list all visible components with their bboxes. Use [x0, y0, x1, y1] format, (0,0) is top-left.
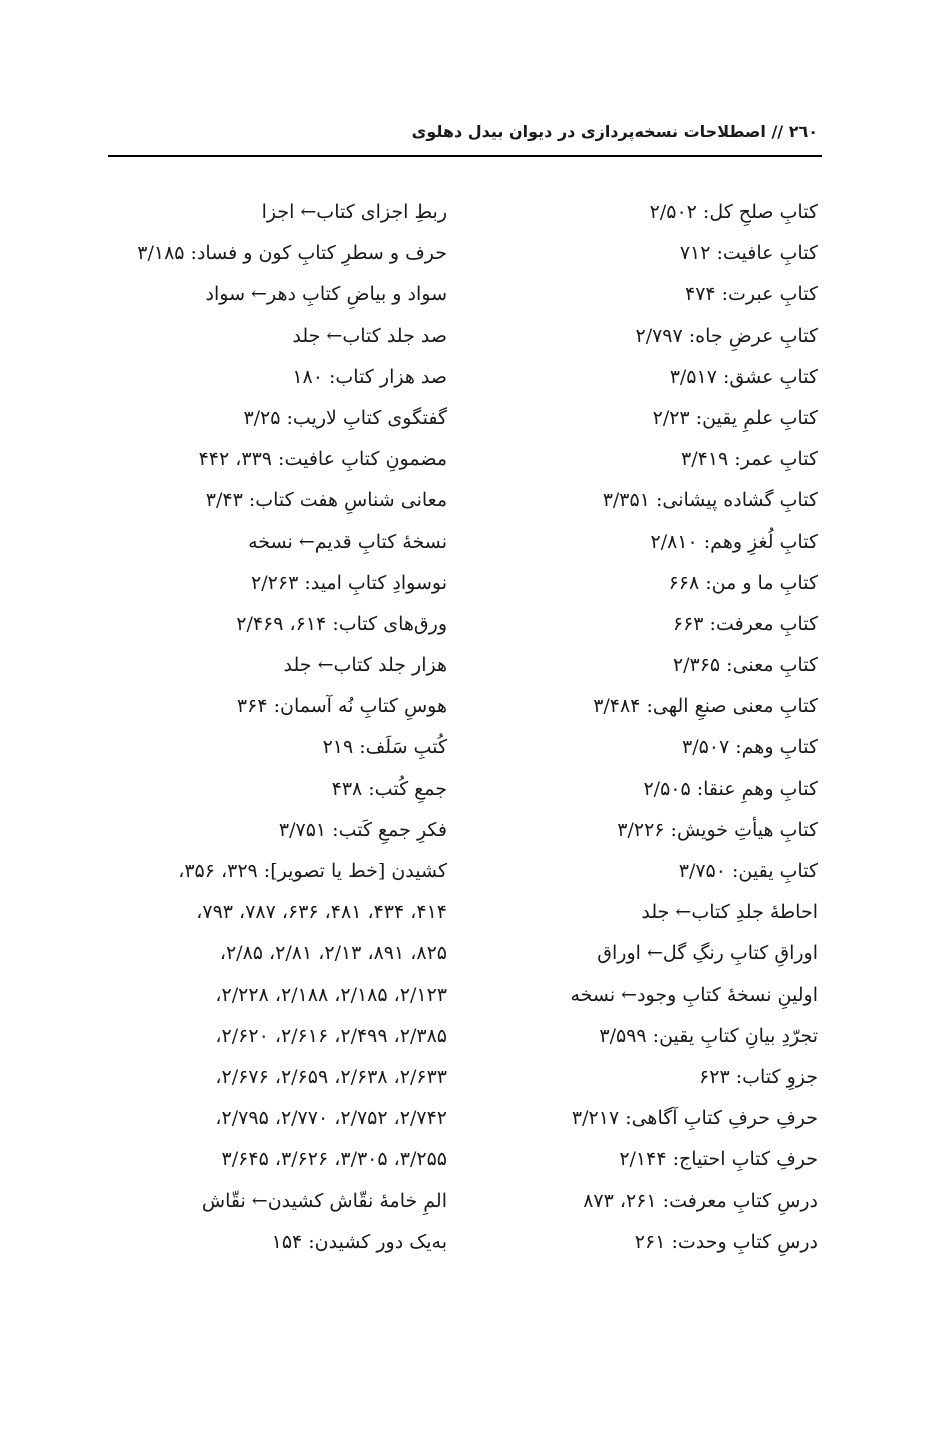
index-entry: کشیدن [خط یا تصویر]: ۳۲۹، ۳۵۶، [178, 860, 447, 882]
index-entry-continuation: ۸۲۵، ۸۹۱، ۲/۱۳، ۲/۸۱، ۲/۸۵، [219, 942, 447, 965]
index-entry-continuation: ۴۱۴، ۴۳۴، ۴۸۱، ۶۳۶، ۷۸۷، ۷۹۳، [196, 901, 447, 924]
index-entry: حرفِ حرفِ کتابِ آگاهی: ۳/۲۱۷ [571, 1107, 818, 1130]
index-entry: گفتگوی کتابِ لاریب: ۳/۲۵ [243, 406, 447, 429]
index-entry: المِ خامهٔ نقّاش کشیدن← نقّاش [201, 1189, 447, 1212]
index-entry-continuation: ۲/۷۴۲، ۲/۷۵۲، ۲/۷۷۰، ۲/۷۹۵، [215, 1107, 447, 1130]
index-entry: کتابِ معنی: ۲/۳۶۵ [672, 654, 818, 677]
index-entry: جزوِ کتاب: ۶۲۳ [699, 1065, 818, 1088]
index-entry: معانی شناسِ هفت کتاب: ۳/۴۳ [205, 489, 447, 512]
index-entry: کتابِ وهمِ عنقا: ۲/۵۰۵ [643, 777, 818, 800]
header-rule [108, 155, 822, 157]
index-entry: کتابِ عشق: ۳/۵۱۷ [669, 365, 818, 388]
index-entry: کُتبِ سَلَف: ۲۱۹ [322, 736, 447, 759]
index-entry: تجرّدِ بیانِ کتابِ یقین: ۳/۵۹۹ [599, 1024, 818, 1047]
index-entry: به‌یک دور کشیدن: ۱۵۴ [271, 1230, 447, 1253]
index-entry: ورق‌های کتاب: ۶۱۴، ۲/۴۶۹ [236, 612, 447, 635]
index-entry: کتابِ هیأتِ خویش: ۳/۲۲۶ [617, 818, 818, 841]
index-entry: فکرِ جمعِ کَتب: ۳/۷۵۱ [278, 818, 447, 841]
index-entry: مضمونِ کتابِ عافیت: ۳۳۹، ۴۴۲ [198, 448, 447, 471]
index-entry: کتابِ لُغزِ وهم: ۲/۸۱۰ [650, 530, 818, 553]
index-column-right [518, 192, 818, 1263]
index-entry: ربطِ اجزای کتاب← اجزا [261, 201, 447, 223]
index-entry: کتابِ عافیت: ۷۱۲ [679, 242, 818, 265]
index-entry: کتابِ عرضِ جاه: ۲/۷۹۷ [635, 324, 818, 347]
running-header: ٢٦٠ // اصطلاحات نسخه‌پردازی در دیوان بیدل دهلوی [411, 122, 818, 141]
index-entry: کتابِ گشاده پیشانی: ۳/۳۵۱ [602, 489, 818, 512]
index-entry: کتابِ عبرت: ۴۷۴ [684, 283, 818, 306]
index-entry: نوسوادِ کتابِ امید: ۲/۲۶۳ [251, 571, 447, 594]
index-entry: کتابِ عمر: ۳/۴۱۹ [681, 448, 818, 471]
index-entry: نسخهٔ کتابِ قدیم← نسخه [248, 530, 447, 553]
index-entry: جمعِ کُتب: ۴۳۸ [331, 777, 447, 800]
index-entry: کتابِ ما و من: ۶۶۸ [668, 571, 818, 594]
index-entry: صد هزار کتاب: ۱۸۰ [292, 365, 447, 388]
index-entry: اولینِ نسخهٔ کتابِ وجود← نسخه [570, 983, 818, 1006]
index-entry: درسِ کتابِ معرفت: ۲۶۱، ۸۷۳ [583, 1189, 818, 1212]
index-entry: حرف و سطرِ کتابِ کون و فساد: ۳/۱۸۵ [137, 242, 447, 265]
index-entry-continuation: ۲/۱۲۳، ۲/۱۸۵، ۲/۱۸۸، ۲/۲۲۸، [215, 983, 447, 1006]
index-entry: کتابِ یقین: ۳/۷۵۰ [678, 860, 818, 882]
index-column-left [102, 192, 447, 1263]
index-entry: کتابِ صلحِ کل: ۲/۵۰۲ [649, 201, 818, 223]
index-entry: کتابِ معنی صنعِ الهی: ۳/۴۸۴ [593, 695, 818, 718]
index-entry-continuation: ۲/۳۸۵، ۲/۴۹۹، ۲/۶۱۶، ۲/۶۲۰، [215, 1024, 447, 1047]
index-entry: درسِ کتابِ وحدت: ۲۶۱ [634, 1230, 818, 1253]
index-entry: حرفِ کتابِ احتیاج: ۲/۱۴۴ [619, 1148, 818, 1171]
index-entry: هوسِ کتابِ نُه آسمان: ۳۶۴ [236, 695, 447, 718]
index-entry: سواد و بیاضِ کتابِ دهر← سواد [205, 283, 447, 306]
index-entry: کتابِ معرفت: ۶۶۳ [672, 612, 818, 635]
index-entry: هزار جلد کتاب← جلد [283, 654, 447, 677]
index-entry: کتابِ وهم: ۳/۵۰۷ [681, 736, 818, 759]
index-entry: اوراقِ کتابِ رنگِ گل← اوراق [597, 942, 818, 965]
index-entry: کتابِ علمِ یقین: ۲/۲۳ [652, 406, 818, 429]
index-entry: احاطهٔ جلدِ کتاب← جلد [641, 901, 818, 924]
index-entry-continuation: ۳/۲۵۵، ۳/۳۰۵، ۳/۶۲۶، ۳/۶۴۵ [221, 1148, 447, 1171]
index-entry: صد جلد کتاب← جلد [292, 324, 447, 347]
index-entry-continuation: ۲/۶۳۳، ۲/۶۳۸، ۲/۶۵۹، ۲/۶۷۶، [215, 1065, 447, 1088]
